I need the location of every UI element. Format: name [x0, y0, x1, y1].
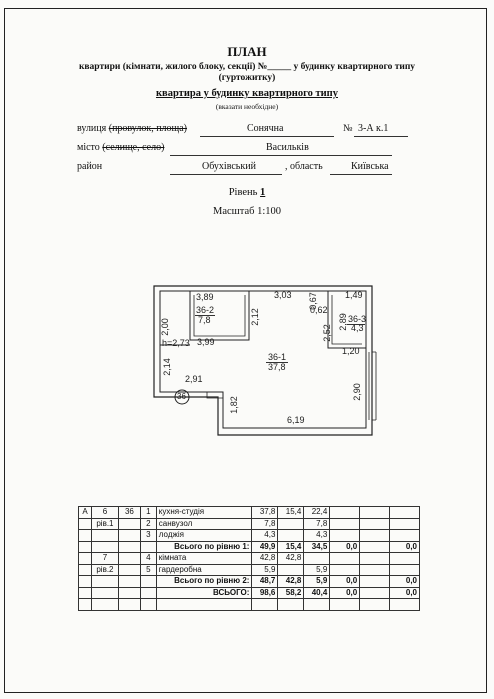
- table-cell: [79, 518, 92, 530]
- table-cell: [118, 530, 140, 542]
- table-cell: [118, 576, 140, 588]
- table-cell: кухня-студія: [156, 507, 252, 519]
- scale-label: Масштаб 1:100: [212, 206, 281, 217]
- dim-2-00: 2,00: [159, 318, 170, 336]
- table-cell: гардеробна: [156, 564, 252, 576]
- district-value: Обухівський: [202, 161, 256, 172]
- table-cell: 58,2: [278, 587, 304, 599]
- table-cell: 4,3: [304, 530, 330, 542]
- table-cell: Всього по рівню 1:: [156, 541, 252, 553]
- table-cell: [118, 599, 140, 611]
- area-summary-table: [78, 506, 420, 611]
- table-cell: [360, 564, 390, 576]
- table-cell: 98,6: [252, 587, 278, 599]
- table-cell: [140, 587, 156, 599]
- room-36-2-area: 7,8: [198, 315, 211, 325]
- apartment-type-note: (вказати необхідне): [215, 102, 279, 111]
- dim-6-19: 6,19: [287, 415, 305, 425]
- table-cell: [140, 576, 156, 588]
- dim-3-03: 3,03: [274, 290, 292, 300]
- table-cell: [360, 553, 390, 565]
- table-row: [79, 530, 420, 542]
- table-cell: 7: [91, 553, 118, 565]
- table-cell: 42,8: [278, 553, 304, 565]
- level-value: 1: [260, 187, 266, 198]
- table-row: [79, 518, 420, 530]
- table-cell: [118, 541, 140, 553]
- table-cell: [278, 599, 304, 611]
- table-cell: [252, 599, 278, 611]
- region-separator: , область: [285, 161, 323, 172]
- table-cell: рів.1: [91, 518, 118, 530]
- table-cell: 37,8: [252, 507, 278, 519]
- street-value: Сонячна: [247, 123, 284, 134]
- table-cell: [278, 530, 304, 542]
- table-cell: [330, 599, 360, 611]
- table-cell: 7,8: [304, 518, 330, 530]
- table-cell: [79, 599, 92, 611]
- room-36-3-code: 36-3: [348, 314, 367, 324]
- city-value: Васильків: [266, 142, 309, 153]
- table-cell: [91, 530, 118, 542]
- table-cell: [118, 518, 140, 530]
- table-cell: 0,0: [330, 541, 360, 553]
- table-cell: 22,4: [304, 507, 330, 519]
- table-cell: [91, 576, 118, 588]
- table-cell: [330, 507, 360, 519]
- table-cell: [91, 541, 118, 553]
- table-cell: 4: [140, 553, 156, 565]
- table-cell: А: [79, 507, 92, 519]
- table-cell: [79, 564, 92, 576]
- table-cell: 0,0: [390, 587, 420, 599]
- outer-wall-outer: [154, 286, 372, 435]
- table-row: [79, 599, 420, 611]
- table-cell: 4,3: [252, 530, 278, 542]
- dim-2-90: 2,90: [351, 383, 362, 401]
- table-cell: [360, 599, 390, 611]
- table-cell: 0,0: [390, 576, 420, 588]
- table-cell: рів.2: [91, 564, 118, 576]
- table-cell: 5: [140, 564, 156, 576]
- table-cell: лоджія: [156, 530, 252, 542]
- dim-3-99: 3,99: [197, 337, 215, 347]
- dim-2-52: 2,52: [321, 324, 332, 342]
- room-36-1-area: 37,8: [268, 362, 286, 372]
- table-row: [79, 564, 420, 576]
- table-cell: [390, 518, 420, 530]
- table-body: [79, 507, 420, 611]
- table-cell: [390, 553, 420, 565]
- room-36-3-area: 4,3: [351, 323, 364, 333]
- table-cell: 48,7: [252, 576, 278, 588]
- table-cell: [278, 518, 304, 530]
- district-label: район: [77, 161, 103, 172]
- table-cell: [140, 541, 156, 553]
- table-cell: [79, 587, 92, 599]
- room-36-1-code: 36-1: [268, 352, 287, 362]
- table-cell: 7,8: [252, 518, 278, 530]
- dim-2-89: 2,89: [337, 313, 348, 331]
- dim-1-82: 1,82: [228, 396, 239, 414]
- table-cell: [118, 587, 140, 599]
- table-cell: [91, 587, 118, 599]
- table-cell: [278, 564, 304, 576]
- table-row: [79, 576, 420, 588]
- outer-wall-inner: [160, 291, 366, 428]
- table-cell: [360, 587, 390, 599]
- table-cell: 36: [118, 507, 140, 519]
- city-label: місто (селище, село): [77, 142, 165, 153]
- table-cell: [390, 507, 420, 519]
- table-cell: [360, 518, 390, 530]
- table-cell: Всього по рівню 2:: [156, 576, 252, 588]
- table-cell: кімната: [156, 553, 252, 565]
- apartment-marker-label: 36: [177, 392, 186, 401]
- dim-1-49: 1,49: [345, 290, 363, 300]
- level-label: Рівень: [228, 187, 258, 198]
- table-cell: 3: [140, 530, 156, 542]
- table-cell: 0,0: [330, 576, 360, 588]
- street-label: вулиця (провулок, площа): [77, 123, 188, 134]
- table-cell: 5,9: [252, 564, 278, 576]
- dim-1-20: 1,20: [342, 346, 360, 356]
- table-cell: [390, 599, 420, 611]
- table-cell: 49,9: [252, 541, 278, 553]
- table-cell: [140, 599, 156, 611]
- table-cell: [330, 553, 360, 565]
- table-cell: [118, 564, 140, 576]
- table-cell: 5,9: [304, 576, 330, 588]
- number-label: №: [343, 123, 353, 134]
- apartment-type-heading: квартира у будинку квартирного типу: [155, 88, 338, 99]
- table-row: [79, 587, 420, 599]
- table-cell: [118, 553, 140, 565]
- dim-2-14: 2,14: [161, 358, 172, 376]
- table-cell: [360, 576, 390, 588]
- dim-2-91: 2,91: [185, 374, 203, 384]
- table-cell: [79, 530, 92, 542]
- dim-0-67: 0,67: [307, 292, 318, 310]
- table-cell: 42,8: [252, 553, 278, 565]
- table-cell: 1: [140, 507, 156, 519]
- table-cell: [79, 576, 92, 588]
- table-cell: [330, 564, 360, 576]
- table-cell: ВСЬОГО:: [156, 587, 252, 599]
- table-cell: 15,4: [278, 541, 304, 553]
- table-cell: 5,9: [304, 564, 330, 576]
- table-cell: 0,0: [390, 541, 420, 553]
- table-cell: [360, 530, 390, 542]
- table-cell: 0,0: [330, 587, 360, 599]
- table-cell: [390, 530, 420, 542]
- table-cell: 6: [91, 507, 118, 519]
- table-cell: [330, 530, 360, 542]
- table-cell: [330, 518, 360, 530]
- table-cell: [304, 553, 330, 565]
- dim-0-62: 0,62: [310, 305, 328, 315]
- table-cell: [91, 599, 118, 611]
- table-cell: 15,4: [278, 507, 304, 519]
- dim-2-12: 2,12: [249, 308, 260, 326]
- room-36-2-code: 36-2: [196, 305, 215, 315]
- page-title: ПЛАН: [227, 44, 267, 59]
- subtitle-line-2: (гуртожитку): [218, 73, 276, 83]
- table-cell: 40,4: [304, 587, 330, 599]
- table-cell: [360, 541, 390, 553]
- table-row: [79, 553, 420, 565]
- subtitle-line-1: квартири (кімнати, жилого блоку, секції) №_____ у будинку квартирного типу: [78, 62, 416, 72]
- table-cell: [156, 599, 252, 611]
- region-value: Київська: [351, 161, 389, 172]
- table-cell: [390, 564, 420, 576]
- dim-3-89: 3,89: [196, 292, 214, 302]
- table-cell: [79, 553, 92, 565]
- table-cell: 34,5: [304, 541, 330, 553]
- table-cell: санвузол: [156, 518, 252, 530]
- table-cell: [79, 541, 92, 553]
- table-cell: 42,8: [278, 576, 304, 588]
- table-row: [79, 507, 420, 519]
- table-cell: [360, 507, 390, 519]
- table-cell: [304, 599, 330, 611]
- number-value: 3-А к.1: [358, 123, 389, 134]
- table-row: [79, 541, 420, 553]
- dim-h-2-73: h=2,73: [162, 338, 190, 348]
- table-cell: 2: [140, 518, 156, 530]
